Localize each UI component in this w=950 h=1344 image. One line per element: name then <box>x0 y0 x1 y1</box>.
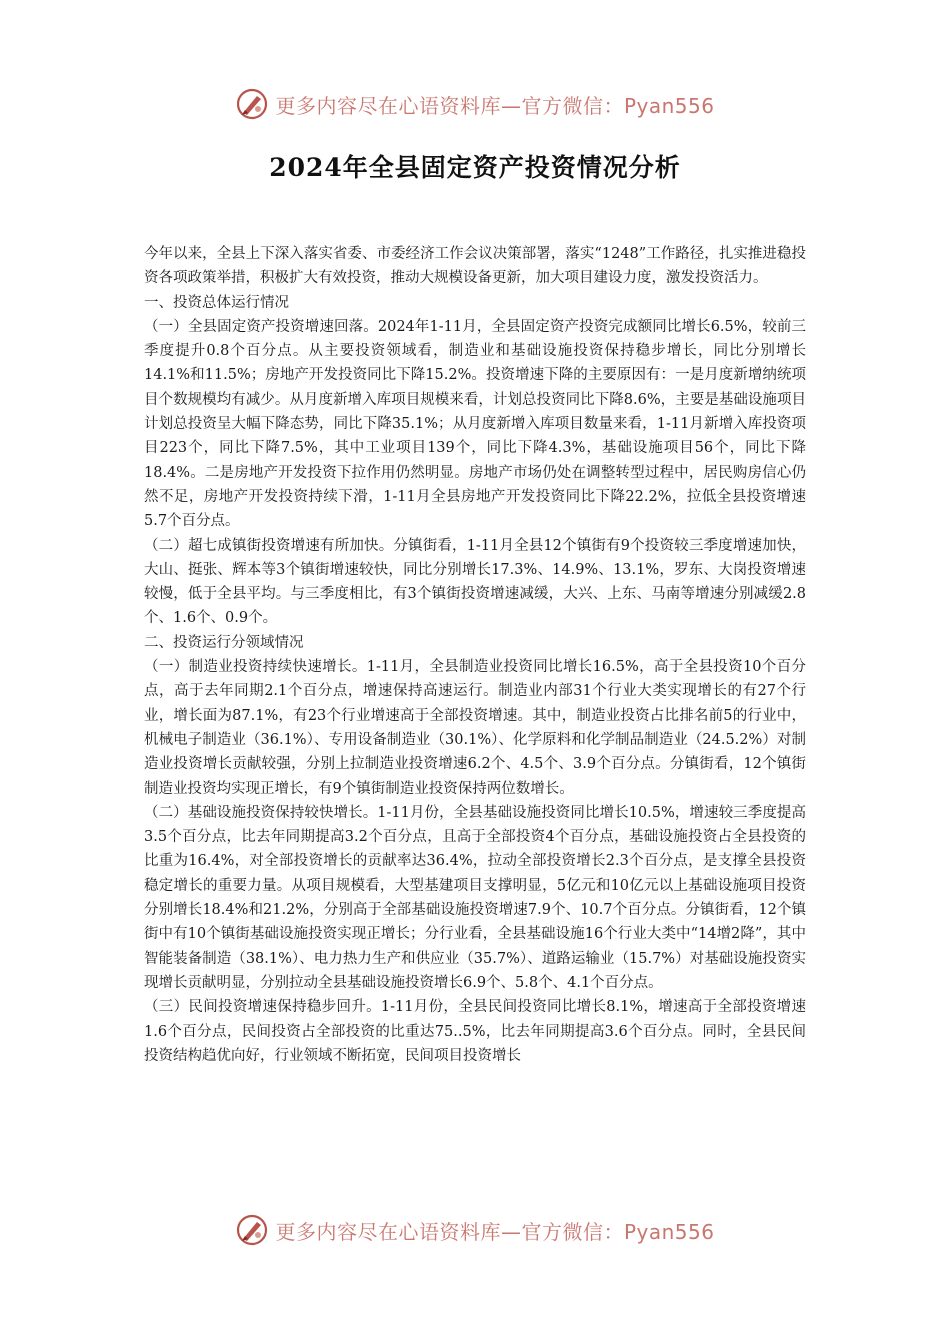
section-heading-2: 二、投资运行分领域情况 <box>144 634 304 651</box>
banner-text: 更多内容尽在心语资料库—官方微信：Pyan556 <box>275 1219 715 1244</box>
banner-text: 更多内容尽在心语资料库—官方微信：Pyan556 <box>275 93 715 118</box>
section-heading-1: 一、投资总体运行情况 <box>144 294 289 311</box>
paragraph-manufacturing: （一）制造业投资持续快速增长。1-11月，全县制造业投资同比增长16.5%，高于全县投资10个百分点，高于去年同期2.1个百分点，增速保持高速运行。制造业内部31个行业大类实现增长的有27个行业，增长面为87.1%，有23个行业增速高于全部投资增速。其中，制造业投资占比排名前5的行业中，机械电子制造业（36.1%）、专用设备制造业（30.1%）、化学原料和化学制品制造业（24.5.2%）对制造业投资增长贡献较强，分别上拉制造业投资增速6.2个、4.5个、3.9个百分点。分镇街看，12个镇街制造业投资均实现正增长，有9个镇街制造业投资保持两位数增长。 <box>144 659 806 797</box>
pen-seal-logo-icon <box>235 87 269 121</box>
document-body <box>144 242 806 1068</box>
header-banner <box>0 84 950 124</box>
paragraph-overall-growth: （一）全县固定资产投资增速回落。2024年1-11月，全县固定资产投资完成额同比增长6.5%，较前三季度提升0.8个百分点。从主要投资领域看，制造业和基础设施投资保持稳步增长，同比分别增长14.1%和11.5%；房地产开发投资同比下降15.2%。投资增速下降的主要原因有：一是月度新增纳统项目个数规模均有减少。从月度新增入库项目规模来看，计划总投资同比下降8.6%，主要是基础设施项目计划总投资呈大幅下降态势，同比下降35.1%；从月度新增入库项目数量来看，1-11月新增入库投资项目223个，同比下降7.5%，其中工业项目139个，同比下降4.3%，基础设施项目56个，同比下降18.4%。二是房地产开发投资下拉作用仍然明显。房地产市场仍处在调整转型过程中，居民购房信心仍然不足，房地产开发投资持续下滑，1-11月全县房地产开发投资同比下降22.2%，拉低全县投资增速5.7个百分点。 <box>144 318 806 530</box>
paragraph-town-growth: （二）超七成镇街投资增速有所加快。分镇街看，1-11月全县12个镇街有9个投资较三季度增速加快，大山、挺张、辉本等3个镇街增速较快，同比分别增长17.3%、14.9%、13.1%，罗东、大岗投资增速较慢，低于全县平均。与三季度相比，有3个镇街投资增速减缓，大兴、上东、马南等增速分别减缓2.8个、1.6个、0.9个。 <box>144 537 806 627</box>
footer-banner <box>0 1210 950 1250</box>
paragraph-infrastructure: （二）基础设施投资保持较快增长。1-11月份，全县基础设施投资同比增长10.5%，增速较三季度提高3.5个百分点，比去年同期提高3.2个百分点，且高于全部投资4个百分点，基础设施投资占全县投资的比重为16.4%，对全部投资增长的贡献率达36.4%，拉动全部投资增长2.3个百分点，是支撑全县投资稳定增长的重要力量。从项目规模看，大型基建项目支撑明显，5亿元和10亿元以上基础设施项目投资分别增长18.4%和21.2%，分别高于全部基础设施投资增速7.9个、10.7个百分点。分镇街看，12个镇街中有10个镇街基础设施投资实现正增长；分行业看，全县基础设施16个行业大类中“14增2降”，其中智能装备制造（38.1%）、电力热力生产和供应业（35.7%）、道路运输业（15.7%）对基础设施投资实现增长贡献明显，分别拉动全县基础设施投资增长6.9个、5.8个、4.1个百分点。 <box>144 804 806 991</box>
document-title: 2024年全县固定资产投资情况分析 <box>269 153 681 182</box>
intro-paragraph: 今年以来，全县上下深入落实省委、市委经济工作会议决策部署，落实“1248”工作路径，扎实推进稳投资各项政策举措，积极扩大有效投资，推动大规模设备更新，加大项目建设力度，激发投资活力。 <box>144 246 806 287</box>
pen-seal-logo-icon <box>235 1213 269 1247</box>
paragraph-private-investment: （三）民间投资增速保持稳步回升。1-11月份，全县民间投资同比增长8.1%，增速高于全部投资增速1.6个百分点，民间投资占全部投资的比重达75..5%，比去年同期提高3.6个百分点。同时，全县民间投资结构趋优向好，行业领域不断拓宽，民间项目投资增长 <box>144 999 806 1064</box>
